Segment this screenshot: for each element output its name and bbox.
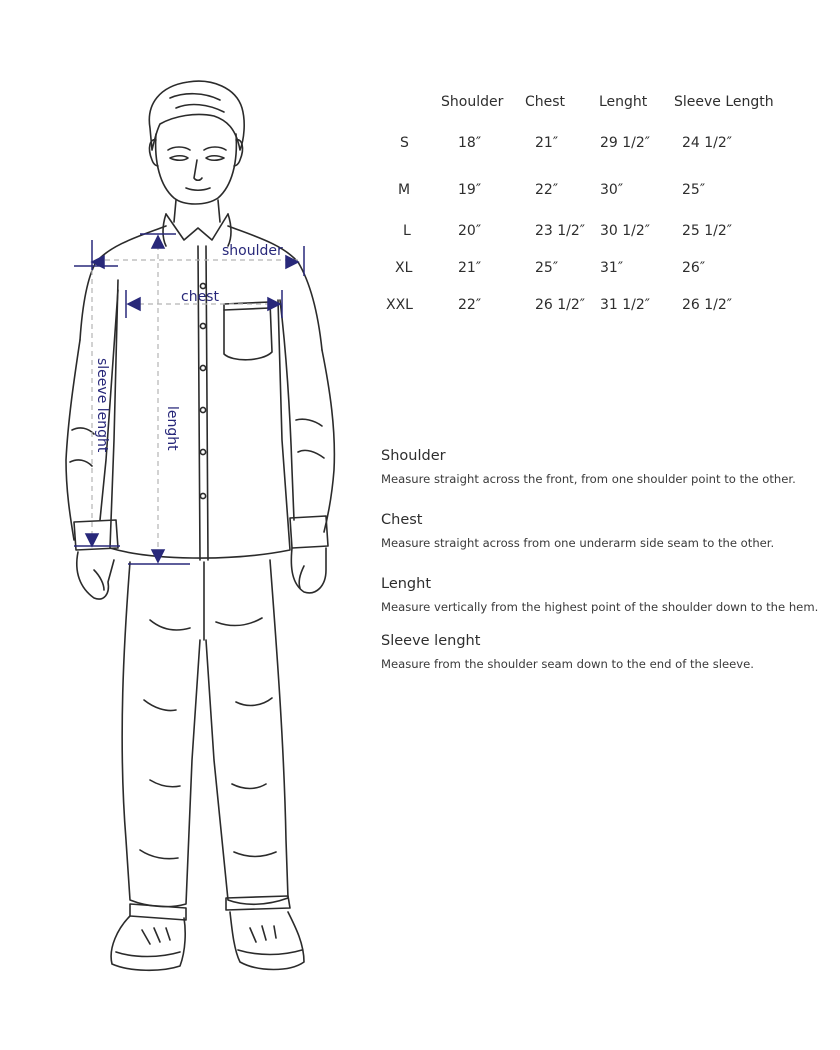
pants-shape — [122, 560, 290, 920]
guide-text: Measure from the shoulder seam down to the end of the sleeve. — [381, 657, 754, 671]
row-size-label: S — [400, 135, 409, 151]
guide-chest — [381, 512, 821, 550]
label-shoulder: shoulder — [222, 243, 283, 259]
header-length: Lenght — [599, 94, 648, 110]
shirt-buttons — [200, 283, 205, 498]
shirt-shape — [80, 226, 322, 560]
cell-shoulder: 21″ — [458, 260, 482, 276]
sleeve-arrow-bottom — [86, 534, 98, 546]
cell-length: 29 1/2″ — [600, 135, 651, 151]
length-arrow-top — [152, 236, 164, 248]
label-sleeve-length: sleeve lenght — [94, 358, 110, 453]
cell-length: 30″ — [600, 182, 624, 198]
cell-chest: 22″ — [535, 182, 559, 198]
guide-length — [381, 576, 821, 614]
row-size-label: XXL — [386, 297, 413, 313]
cell-shoulder: 19″ — [458, 182, 482, 198]
shoe-shapes — [111, 912, 304, 970]
row-size-label: L — [403, 223, 411, 239]
chest-arrow-left — [128, 298, 140, 310]
row-size-label: XL — [395, 260, 413, 276]
cell-chest: 21″ — [535, 135, 559, 151]
collar-shape — [163, 200, 231, 246]
guide-title: Sleeve lenght — [381, 633, 481, 649]
header-sleeve-length: Sleeve Length — [674, 94, 774, 110]
cell-length: 31″ — [600, 260, 624, 276]
guide-text: Measure straight across from one underarm side seam to the other. — [381, 536, 775, 550]
cell-shoulder: 18″ — [458, 135, 482, 151]
cell-chest: 23 1/2″ — [535, 223, 586, 239]
cell-length: 31 1/2″ — [600, 297, 651, 313]
guide-sleeve-length — [381, 633, 821, 671]
guide-text: Measure straight across the front, from one shoulder point to the other. — [381, 472, 796, 486]
guide-title: Chest — [381, 512, 423, 528]
cell-chest: 25″ — [535, 260, 559, 276]
guide-lines — [92, 236, 298, 560]
guide-title: Lenght — [381, 576, 432, 592]
label-chest: chest — [181, 289, 219, 305]
figure-illustration — [0, 0, 360, 1050]
guide-title: Shoulder — [381, 448, 446, 464]
header-chest: Chest — [525, 94, 566, 110]
hair-shape — [149, 81, 244, 150]
hand-shapes — [77, 548, 326, 599]
cell-shoulder: 22″ — [458, 297, 482, 313]
shoulder-arrow-right — [286, 256, 298, 268]
cell-shoulder: 20″ — [458, 223, 482, 239]
cell-sleeve: 26 1/2″ — [682, 297, 733, 313]
cell-length: 30 1/2″ — [600, 223, 651, 239]
guide-text: Measure vertically from the highest point of the shoulder down to the hem. — [381, 600, 819, 614]
cell-chest: 26 1/2″ — [535, 297, 586, 313]
cell-sleeve: 25″ — [682, 182, 706, 198]
guide-shoulder — [381, 448, 821, 486]
head-shape — [149, 134, 242, 204]
label-length: lenght — [164, 406, 180, 451]
cell-sleeve: 24 1/2″ — [682, 135, 733, 151]
header-shoulder: Shoulder — [441, 94, 504, 110]
cell-sleeve: 26″ — [682, 260, 706, 276]
row-size-label: M — [398, 182, 411, 198]
cell-sleeve: 25 1/2″ — [682, 223, 733, 239]
